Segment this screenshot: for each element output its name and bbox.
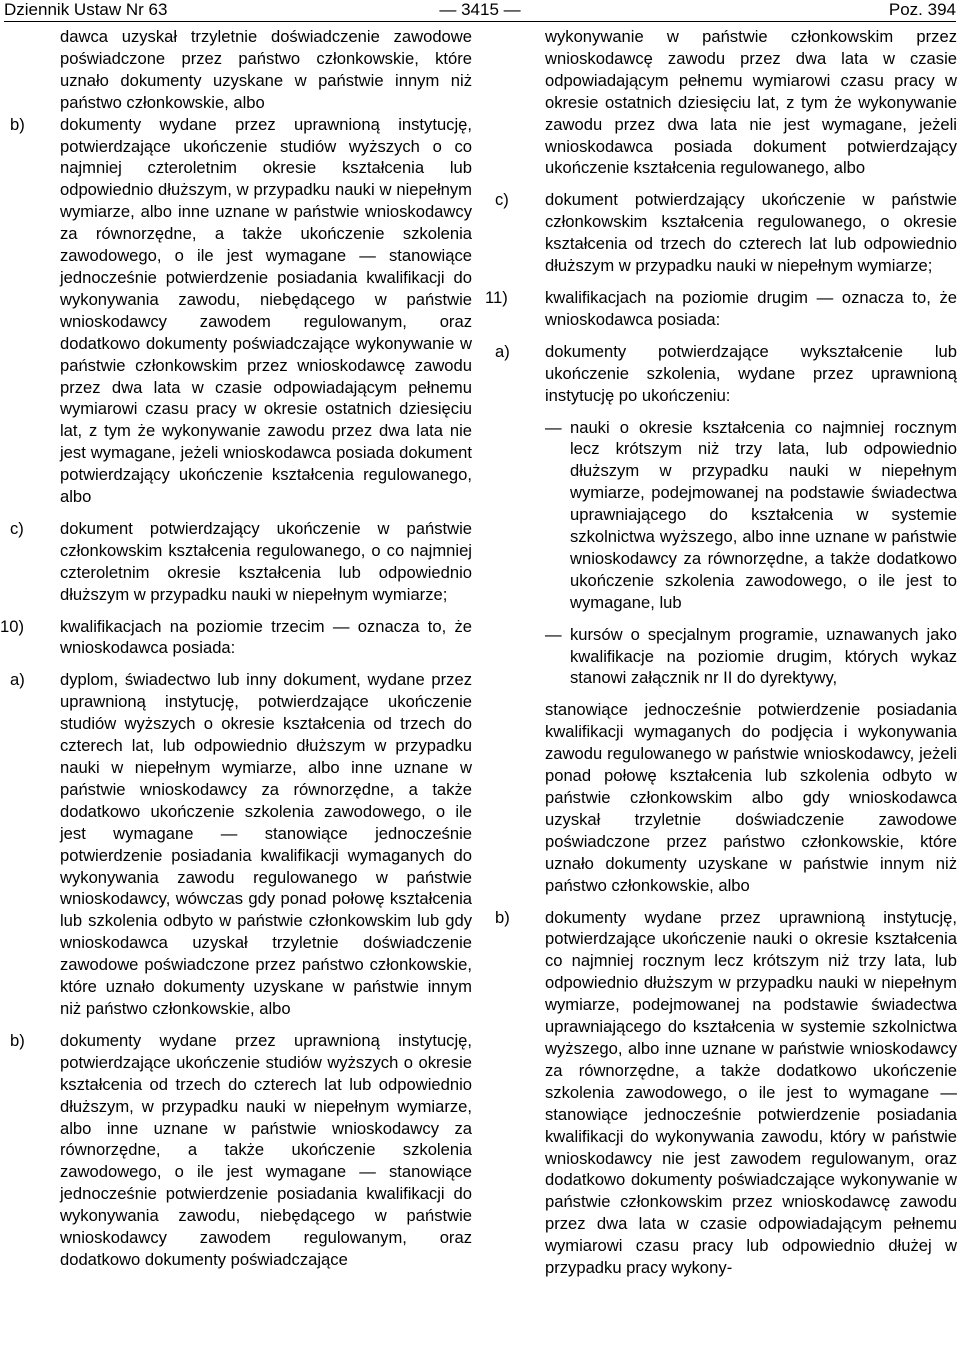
- position-number: Poz. 394: [888, 0, 956, 19]
- item-text: kwalifikacjach na poziomie drugim — oznacza to, że wnioskodawca posiada:: [545, 287, 957, 329]
- item-10-a: [10, 669, 472, 1020]
- page-number: — 3415 —: [439, 0, 521, 19]
- item-c: [10, 518, 472, 606]
- item-label: a): [495, 341, 510, 361]
- item-label: b): [10, 1030, 25, 1050]
- dash-item-2: [495, 624, 957, 690]
- item-text: nauki o okresie kształcenia co najmniej rocznym lecz krótszym niż trzy lata, lub odpowiednio dłuższym w przypadku nauki w niepełnym wymiarze, podejmowanej na podstawie świadectwa uprawniającego do kształcenia w systemie szkolnictwa wyższego, albo inne uznane w państwie wnioskodawcy za równorzędne, a także dodatkowo ukończenie szkolenia zawodowego, o ile jest to wymagane, lub: [570, 417, 957, 612]
- right-column: [485, 26, 957, 1279]
- item-text: dokumenty wydane przez uprawnioną instytucję, potwierdzające ukończenie studiów wyższych o okresie kształcenia od trzech do czterech lat lub odpowiednio dłuższym, w przypadku nauki w niepełnym wymiarze, albo inne uznane w państwie wnioskodawcy za równorzędne, a także ukończenie szkolenia zawodowego, o ile jest wymagane — stanowiące jednocześnie potwierdzenie posiadania kwalifikacji do wykonywania zawodu, niebędącego w państwie wnioskodawcy zawodem regulowanym, oraz dodatkowo dokumenty poświadczające: [60, 1030, 472, 1269]
- item-label: b): [495, 907, 510, 927]
- header-rule: [4, 21, 956, 22]
- item-text: kursów o specjalnym programie, uznawanych jako kwalifikacje na poziomie drugim, których wykaz stanowi załącznik nr II do dyrektywy,: [570, 624, 957, 688]
- item-text: dokumenty wydane przez uprawnioną instytucję, potwierdzające ukończenie studiów wyższych o co najmniej czteroletnim okresie kształcenia lub odpowiednio dłuższym, w przypadku nauki w niepełnym wymiarze, albo inne uznane w państwie wnioskodawcy za równorzędne, a także ukończenie szkolenia zawodowego, o ile jest wymagane — stanowiące jednocześnie potwierdzenie posiadania kwalifikacji do wykonywania zawodu, niebędącego w państwie wnioskodawcy zawodem regulowanym, oraz dodatkowo dokumenty poświadczające wykonywanie w państwie członkowskim przez wnioskodawcę zawodu przez dwa lata w czasie odpowiadającym pełnemu wymiarowi czasu pracy w okresie ostatnich dziesięciu lat, z tym że wykonywanie zawodu przez dwa lata nie jest wymagane, jeżeli wnioskodawca posiada dokument potwierdzający ukończenie kształcenia regulowanego, albo: [60, 114, 472, 507]
- item-text: dokument potwierdzający ukończenie w państwie członkowskim kształcenia regulowanego, o co najmniej czteroletnim okresie kształcenia lub odpowiednio dłuższym w przypadku nauki w niepełnym wymiarze;: [60, 518, 472, 604]
- paragraph-continuation: dawca uzyskał trzyletnie doświadczenie zawodowe poświadczone przez państwo członkowskie, które uznało dokumenty uzyskane w państwie innym niż państwo członkowskie, albo: [60, 27, 472, 112]
- item-c: [495, 189, 957, 277]
- item-text: dokument potwierdzający ukończenie w państwie członkowskim kształcenia regulowanego, o okresie kształcenia od trzech do czterech lat lub odpowiednio dłuższym w przypadku nauki w niepełnym wymiarze;: [545, 190, 957, 276]
- paragraph-continuation-a: stanowiące jednocześnie potwierdzenie posiadania kwalifikacji wymaganych do podjęcia i wykonywania zawodu regulowanego w państwie wnioskodawcy, jeżeli ponad połowę kształcenia lub szkolenia odbyto w państwie członkowskim albo gdy wnioskodawca uzyskał trzyletnie doświadczenie zawodowe poświadczone przez państwo członkowskie, które uznało dokumenty uzyskane w państwie innym niż państwo członkowskie, albo: [545, 700, 957, 895]
- item-label: b): [10, 114, 25, 134]
- item-text: kwalifikacjach na poziomie trzecim — oznacza to, że wnioskodawca posiada:: [60, 616, 472, 658]
- item-11: [485, 287, 957, 331]
- dash-item-1: [495, 417, 957, 614]
- item-text: dyplom, świadectwo lub inny dokument, wydane przez uprawnioną instytucję, potwierdzające ukończenie studiów wyższych o okresie kształcenia od trzech do czterech lat, lub odpowiednio dłuższym w przypadku nauki w niepełnym wymiarze, albo inne uznane w państwie wnioskodawcy za równorzędne, a także dodatkowo ukończenie szkolenia zawodowego, o ile jest wymagane — stanowiące jednocześnie potwierdzenie posiadania kwalifikacji wymaganych do wykonywania zawodu regulowanego w państwie wnioskodawcy, wówczas gdy ponad połowę kształcenia lub szkolenia odbyto w państwie członkowskim lub gdy wnioskodawca uzyskał trzyletnie doświadczenie zawodowe poświadczone przez państwo członkowskie, które uznało dokumenty uzyskane w państwie innym niż państwo członkowskie, albo: [60, 670, 472, 1018]
- item-text: dokumenty wydane przez uprawnioną instytucję, potwierdzające ukończenie nauki o okresie kształcenia co najmniej rocznym lecz krótszym niż trzy lata, lub odpowiednio dłuższym w przypadku nauki w niepełnym wymiarze, podejmowanej na podstawie świadectwa uprawniającego do kształcenia w systemie szkolnictwa wyższego, albo inne uznane w państwie wnioskodawcy za równorzędne, a także dodatkowo ukończenie szkolenia zawodowego, o ile jest to wymagane — stanowiące jednocześnie potwierdzenie posiadania kwalifikacji do wykonywania zawodu, który w państwie wnioskodawcy nie jest zawodem regulowanym, oraz dodatkowo dokumenty poświadczające wykonywanie w państwie członkowskim przez wnioskodawcę zawodu przez dwa lata w czasie odpowiadającym pełnemu wymiarowi czasu pracy lub odpowiednio dłużej w przypadku pracy wykony-: [545, 907, 957, 1278]
- item-label: a): [10, 670, 25, 690]
- item-10: [0, 616, 472, 660]
- item-11-b: [495, 907, 957, 1279]
- item-10-b: [10, 1030, 472, 1271]
- dash-label: —: [545, 417, 562, 437]
- paragraph-continuation: wykonywanie w państwie członkowskim przez wnioskodawcę zawodu przez dwa lata w czasie odpowiadającym pełnemu wymiarowi czasu pracy w okresie ostatnich dziesięciu lat, z tym że wykonywanie zawodu przez dwa lata nie jest wymagane, jeżeli wnioskodawca posiada dokument potwierdzający ukończenie kształcenia regulowanego, albo: [545, 27, 957, 178]
- left-column: [0, 26, 472, 1271]
- item-text: dokumenty potwierdzające wykształcenie lub ukończenie szkolenia, wydane przez uprawnioną instytucję po ukończeniu:: [545, 341, 957, 405]
- page-header: [4, 0, 956, 22]
- dash-label: —: [545, 624, 562, 644]
- item-11-a: [495, 341, 957, 407]
- item-b: [10, 114, 472, 508]
- item-label: c): [10, 518, 24, 538]
- item-number: 10): [0, 616, 24, 636]
- item-number: 11): [485, 287, 508, 307]
- item-label: c): [495, 190, 509, 210]
- journal-title: Dziennik Ustaw Nr 63: [4, 0, 168, 19]
